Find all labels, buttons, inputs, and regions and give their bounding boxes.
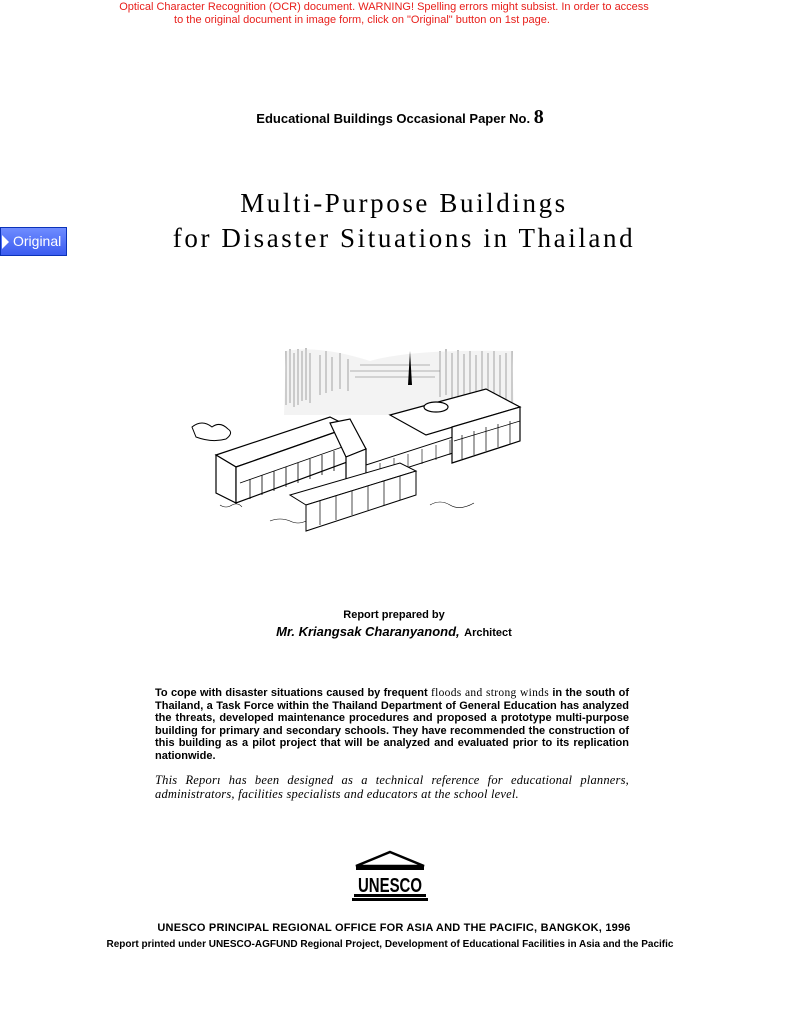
purpose-paragraph: This Reporı has been designed as a technical reference for educational planners, administrators, facilities specialists and educators at the school level. xyxy=(155,773,629,801)
original-button[interactable] xyxy=(0,227,67,256)
unesco-logo-text: UNESCO xyxy=(358,875,422,897)
play-arrow-icon xyxy=(2,235,9,249)
abstract-text-2: in the south of Thailand, a Task Force within the Thailand Department of General Education has analyzed the threats, developed maintenance procedures and proposed a prototype multi-purpose building for primary and secondary schools. They have recommended the construction of this building as a pilot project that will be analyzed and evaluated prior to its replication nationwide. xyxy=(155,687,630,762)
series-label: Educational Buildings Occasional Paper No. xyxy=(256,111,531,126)
unesco-logo xyxy=(350,850,430,902)
building-illustration xyxy=(190,345,540,535)
abstract-highlight: floods and strong winds xyxy=(431,687,549,699)
ocr-warning-line2: to the original document in image form, click on "Original" button on 1st page. xyxy=(174,14,550,26)
report-prepared-by: Report prepared by xyxy=(343,609,445,621)
document-title xyxy=(0,186,808,256)
author-role: Architect xyxy=(464,627,512,639)
abstract-text-1: To cope with disaster situations caused by frequent xyxy=(155,687,431,699)
ocr-warning-line1: Optical Character Recognition (OCR) document. WARNING! Spelling errors might subsist. In order to access xyxy=(119,1,649,13)
abstract-paragraph xyxy=(155,687,629,763)
original-button-label: Original xyxy=(13,233,62,249)
printed-footer: Report printed under UNESCO-AGFUND Regional Project, Development of Educational Facilities in Asia and the Pacific xyxy=(106,939,674,950)
office-footer: UNESCO PRINCIPAL REGIONAL OFFICE FOR ASIA AND THE PACIFIC, BANGKOK, 1996 xyxy=(157,922,631,934)
series-number: 8 xyxy=(533,106,544,128)
author-name: Mr. Kriangsak Charanyanond, xyxy=(276,624,460,639)
ocr-warning xyxy=(0,1,768,27)
author-line xyxy=(0,623,788,641)
series-heading xyxy=(0,106,800,129)
title-line2: for Disaster Situations in Thailand xyxy=(172,223,636,253)
title-line1: Multi-Purpose Buildings xyxy=(240,188,568,218)
